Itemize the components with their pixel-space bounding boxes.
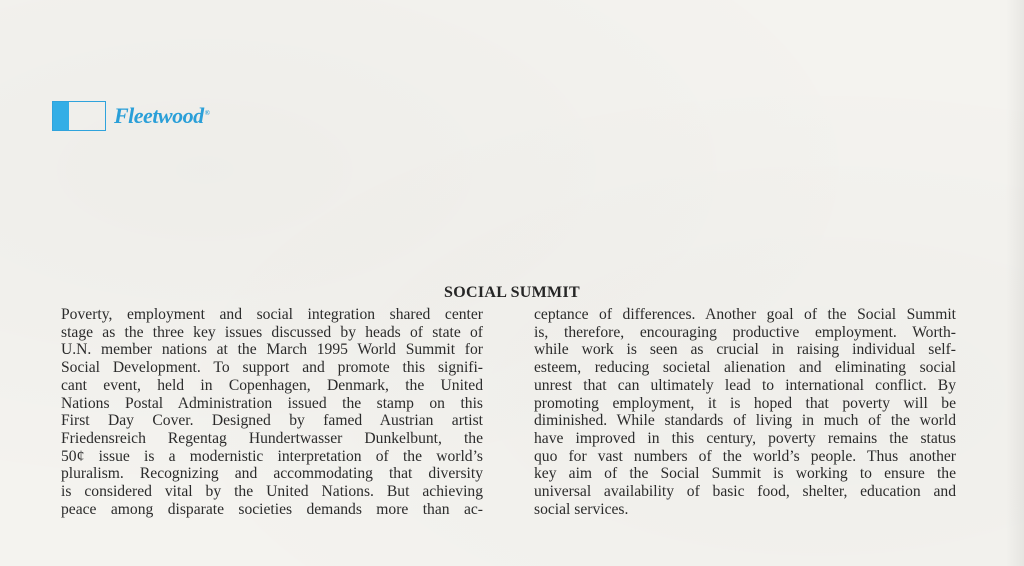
left-line-8: Friedensreich Regentag Hundertwasser Dunkelbunt, the (61, 429, 483, 447)
left-line-7: First Day Cover. Designed by famed Austrian artist (61, 412, 483, 430)
envelope-edge-shadow (1006, 0, 1024, 566)
left-line-5: cant event, held in Copenhagen, Denmark, the United (61, 376, 483, 394)
left-line-11: is considered vital by the United Nations. But achieving (61, 483, 483, 501)
left-line-1: Poverty, employment and social integration shared center (61, 306, 483, 323)
logo-box-fill (53, 102, 69, 130)
left-line-12: peace among disparate societies demands more than ac- (61, 500, 483, 518)
left-line-4: Social Development. To support and promote this signifi- (61, 359, 483, 377)
right-line-1: ceptance of differences. Another goal of the Social Summit (534, 306, 956, 323)
left-line-6: Nations Postal Administration issued the stamp on this (61, 394, 483, 412)
logo-registered-mark: ® (204, 108, 210, 117)
right-line-4: esteem, reducing societal alienation and eliminating social (534, 359, 956, 377)
left-line-9: 50¢ issue is a modernistic interpretation of the world’s (61, 447, 483, 465)
left-line-3: U.N. member nations at the March 1995 World Summit for (61, 341, 483, 359)
right-line-12: social services. (534, 500, 629, 518)
left-line-2: stage as the three key issues discussed by heads of state of (61, 323, 483, 341)
article-right-column (534, 306, 956, 518)
right-line-11: universal availability of basic food, shelter, education and (534, 483, 956, 501)
article-left-column (61, 306, 483, 518)
right-line-5: unrest that can ultimately lead to international conflict. By (534, 376, 956, 394)
left-line-10: pluralism. Recognizing and accommodating that diversity (61, 465, 483, 483)
right-line-8: have improved in this century, poverty remains the status (534, 429, 956, 447)
right-line-9: quo for vast numbers of the world’s people. Thus another (534, 447, 956, 465)
right-line-2: is, therefore, encouraging productive employment. Worth- (534, 323, 956, 341)
fleetwood-logo (52, 101, 209, 131)
logo-wordmark-text: Fleetwood (114, 103, 204, 128)
right-line-7: diminished. While standards of living in much of the world (534, 412, 956, 430)
right-line-3: while work is seen as crucial in raising individual self- (534, 341, 956, 359)
right-line-10: key aim of the Social Summit is working to ensure the (534, 465, 956, 483)
right-line-6: promoting employment, it is hoped that poverty will be (534, 394, 956, 412)
logo-box-icon (52, 101, 106, 131)
logo-wordmark (114, 105, 209, 127)
article-title: SOCIAL SUMMIT (444, 284, 580, 301)
